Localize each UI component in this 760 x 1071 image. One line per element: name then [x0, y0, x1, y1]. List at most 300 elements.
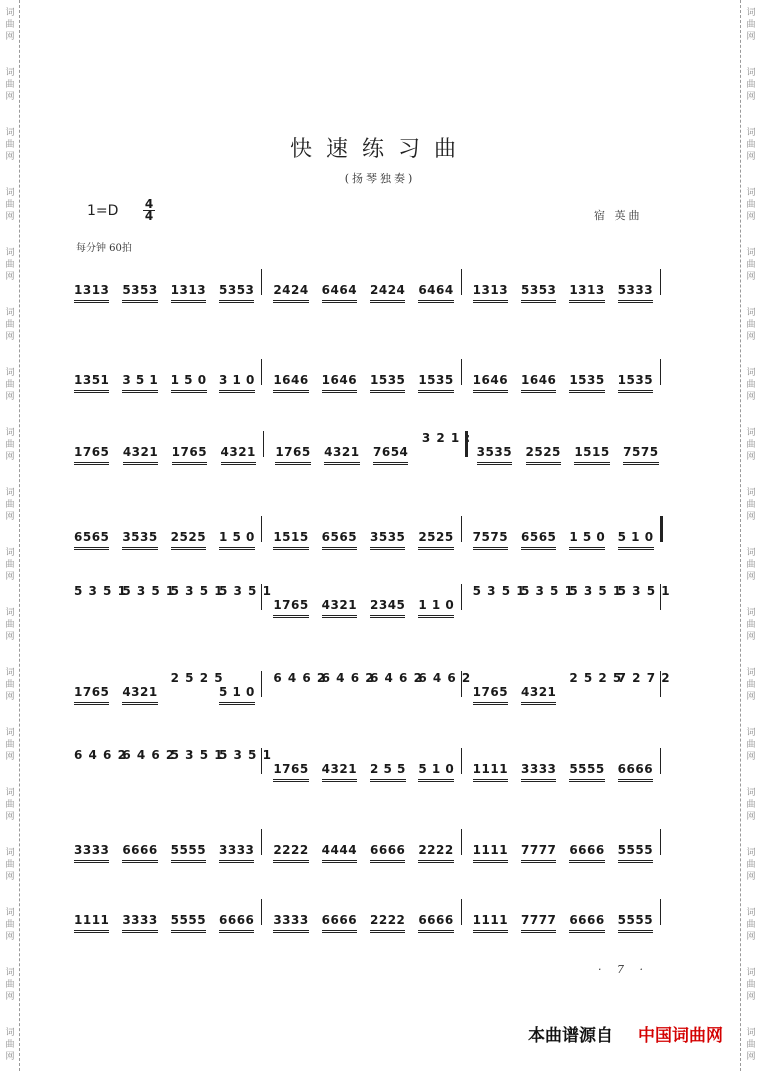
- note-digits: 3 5 1: [122, 373, 159, 387]
- dyad-notes: 6 4 6 2: [273, 671, 326, 685]
- note-digits: 1 1 0: [418, 598, 455, 612]
- note-group: [618, 913, 653, 933]
- note-digits: 5333: [617, 283, 654, 297]
- left-watermark-char: 词: [5, 608, 15, 618]
- note-group: [221, 445, 256, 465]
- right-watermark-char: 词: [746, 488, 756, 498]
- note-digits: 4321: [122, 685, 158, 699]
- note-digits: 1535: [370, 373, 406, 387]
- dyad-notes: 5 3 5 1: [74, 584, 126, 598]
- note-digits: 7777: [521, 913, 557, 927]
- left-watermark-char: 网: [5, 332, 15, 342]
- note-digits: 5 1 0: [418, 762, 455, 776]
- right-watermark-char: 网: [746, 872, 756, 882]
- left-watermark-char: 曲: [5, 800, 15, 810]
- left-watermark-char: 网: [5, 152, 15, 162]
- note-digits: 5555: [170, 913, 207, 927]
- left-watermark-char: 词: [5, 668, 15, 678]
- note-digits: 6666: [418, 913, 454, 927]
- dyad-notes: 5 3 5 1: [170, 584, 223, 598]
- note-group: [273, 283, 308, 303]
- left-watermark-char: 网: [5, 1052, 15, 1062]
- note-digits: 2 5 5: [370, 762, 406, 776]
- note-group: [370, 373, 405, 393]
- note-group: [273, 373, 308, 393]
- note-group: [370, 283, 405, 303]
- bar-line: [465, 431, 468, 457]
- note-digits: 5 1 0: [617, 530, 654, 544]
- dyad-notes: 2 5 2 5: [170, 671, 223, 685]
- note-digits: 6666: [569, 843, 605, 857]
- note-digits: 6666: [617, 762, 654, 776]
- note-group: [521, 530, 556, 550]
- bar-line: [261, 584, 262, 610]
- right-watermark-char: 曲: [746, 680, 756, 690]
- note-group: [623, 445, 658, 465]
- note-digits: 2525: [418, 530, 454, 544]
- note-group: [418, 530, 453, 550]
- note-group: [74, 913, 109, 933]
- note-group: [273, 913, 308, 933]
- bar-line: [461, 829, 462, 855]
- right-watermark-char: 词: [746, 188, 756, 198]
- left-watermark-char: 曲: [5, 80, 15, 90]
- note-digits: 2222: [370, 913, 406, 927]
- dyad-notes: 6 4 6 2: [122, 748, 175, 762]
- note-digits: 1111: [472, 762, 509, 776]
- left-watermark-char: 网: [5, 212, 15, 222]
- note-group: [219, 283, 254, 303]
- note-group: [322, 762, 357, 782]
- bar-line: [261, 899, 262, 925]
- note-group: [171, 373, 207, 393]
- right-watermark-char: 网: [746, 512, 756, 522]
- right-watermark-char: 曲: [746, 20, 756, 30]
- left-watermark-char: 曲: [5, 440, 15, 450]
- right-watermark-char: 网: [746, 1052, 756, 1062]
- left-watermark-char: 曲: [5, 200, 15, 210]
- note-group: [473, 913, 508, 933]
- note-digits: 7575: [472, 530, 509, 544]
- bar-line: [660, 899, 661, 925]
- right-watermark-char: 词: [746, 68, 756, 78]
- left-watermark-char: 词: [5, 788, 15, 798]
- right-watermark-char: 词: [746, 668, 756, 678]
- note-group: [322, 283, 357, 303]
- note-digits: 3333: [219, 843, 255, 857]
- right-watermark-char: 网: [746, 572, 756, 582]
- left-watermark-char: 词: [5, 428, 15, 438]
- note-digits: 3333: [521, 762, 557, 776]
- right-watermark-char: 词: [746, 788, 756, 798]
- left-watermark-char: 曲: [5, 20, 15, 30]
- bar-line: [461, 584, 462, 610]
- note-group: [477, 445, 512, 465]
- note-digits: 1111: [472, 913, 509, 927]
- note-digits: 1646: [321, 373, 358, 387]
- left-watermark-char: 词: [5, 188, 15, 198]
- note-digits: 5555: [617, 843, 654, 857]
- note-digits: 1535: [617, 373, 654, 387]
- right-watermark-char: 网: [746, 932, 756, 942]
- right-watermark-char: 网: [746, 812, 756, 822]
- bar-line: [660, 584, 661, 610]
- time-signature: [142, 199, 156, 222]
- dyad-notes: 5 3 5 1: [569, 584, 622, 598]
- left-watermark-char: 网: [5, 632, 15, 642]
- note-group: [418, 913, 453, 933]
- right-watermark-char: 曲: [746, 1040, 756, 1050]
- note-digits: 4321: [324, 445, 360, 459]
- dyad-notes: 5 3 5 1: [170, 748, 223, 762]
- note-group: [122, 685, 157, 705]
- left-watermark-char: 网: [5, 752, 15, 762]
- note-group: [473, 283, 508, 303]
- left-watermark-char: 词: [5, 968, 15, 978]
- bar-line: [461, 671, 462, 697]
- note-digits: 1111: [472, 843, 509, 857]
- note-group: [322, 913, 357, 933]
- score-row: [0, 373, 760, 433]
- note-group: [473, 373, 508, 393]
- right-watermark-char: 曲: [746, 200, 756, 210]
- note-group: [171, 530, 206, 550]
- note-group: [569, 530, 605, 550]
- left-watermark-char: 词: [5, 728, 15, 738]
- note-group: [618, 530, 654, 550]
- note-group: [370, 843, 405, 863]
- left-watermark-char: 词: [5, 8, 15, 18]
- left-watermark-char: 网: [5, 452, 15, 462]
- bar-line: [461, 516, 462, 542]
- dyad-notes: 5 3 5 1: [472, 584, 525, 598]
- note-digits: 2222: [418, 843, 454, 857]
- bar-line: [461, 269, 462, 295]
- note-group: [370, 913, 405, 933]
- right-watermark-char: 词: [746, 728, 756, 738]
- note-group: [74, 445, 109, 465]
- note-group: [473, 762, 508, 782]
- composer-credit: 宿 英曲: [594, 209, 643, 222]
- dyad-notes: 2 5 2 5: [569, 671, 622, 685]
- left-watermark-char: 曲: [5, 740, 15, 750]
- note-group: [74, 373, 109, 393]
- right-watermark-char: 词: [746, 908, 756, 918]
- right-watermark-char: 网: [746, 212, 756, 222]
- score-row: [0, 843, 760, 903]
- right-watermark-char: 词: [746, 248, 756, 258]
- note-digits: 4321: [521, 685, 557, 699]
- note-group: [618, 762, 653, 782]
- note-group: [370, 598, 405, 618]
- bar-line: [660, 359, 661, 385]
- bar-line: [660, 269, 661, 295]
- right-watermark-char: 词: [746, 548, 756, 558]
- note-digits: 5 1 0: [219, 685, 255, 699]
- left-watermark-char: 曲: [5, 500, 15, 510]
- note-digits: 5353: [122, 283, 158, 297]
- score-row: [0, 283, 760, 343]
- note-group: [322, 843, 357, 863]
- note-group: [370, 530, 405, 550]
- note-group: [122, 913, 157, 933]
- right-watermark-char: 词: [746, 8, 756, 18]
- bar-line: [660, 829, 661, 855]
- note-group: [418, 283, 453, 303]
- left-watermark-char: 词: [5, 848, 15, 858]
- right-watermark-char: 曲: [746, 80, 756, 90]
- note-digits: 3535: [370, 530, 406, 544]
- score-row: [0, 671, 760, 745]
- note-digits: 6666: [219, 913, 255, 927]
- note-digits: 5555: [170, 843, 207, 857]
- left-watermark-char: 曲: [5, 260, 15, 270]
- note-digits: 1313: [170, 283, 207, 297]
- score-row: [0, 530, 760, 590]
- bar-line: [461, 899, 462, 925]
- bar-line: [261, 516, 262, 542]
- right-watermark-char: 词: [746, 368, 756, 378]
- note-group: [275, 445, 310, 465]
- right-watermark-char: 网: [746, 392, 756, 402]
- bar-line: [461, 748, 462, 774]
- note-digits: 4321: [321, 762, 358, 776]
- tempo-marking: 每分钟 60拍: [76, 243, 132, 254]
- note-group: [74, 685, 109, 705]
- left-watermark-char: 网: [5, 812, 15, 822]
- note-group: [618, 283, 653, 303]
- note-digits: 1646: [273, 373, 309, 387]
- dyad-notes: 7 2 7 2: [617, 671, 670, 685]
- note-digits: 1313: [472, 283, 509, 297]
- note-group: [171, 843, 206, 863]
- note-digits: 7575: [623, 445, 659, 459]
- footer-site-name: 中国词曲网: [638, 1026, 723, 1046]
- note-digits: 4321: [321, 598, 358, 612]
- note-group: [322, 530, 357, 550]
- score-subtitle: (扬琴独奏): [344, 172, 416, 185]
- note-group: [521, 762, 556, 782]
- note-digits: 6464: [418, 283, 454, 297]
- right-watermark-char: 网: [746, 632, 756, 642]
- bar-line: [461, 359, 462, 385]
- note-group: [171, 913, 206, 933]
- right-watermark-char: 网: [746, 692, 756, 702]
- right-watermark-char: 曲: [746, 140, 756, 150]
- note-group: [322, 373, 357, 393]
- note-digits: 7777: [521, 843, 557, 857]
- note-digits: 6565: [74, 530, 110, 544]
- left-watermark-char: 曲: [5, 560, 15, 570]
- right-watermark-char: 网: [746, 332, 756, 342]
- note-digits: 6666: [122, 843, 158, 857]
- left-watermark-char: 网: [5, 392, 15, 402]
- bar-line: [261, 829, 262, 855]
- bar-line: [261, 359, 262, 385]
- note-digits: 1765: [273, 762, 309, 776]
- note-digits: 1515: [273, 530, 309, 544]
- left-watermark-char: 网: [5, 932, 15, 942]
- note-digits: 2424: [370, 283, 406, 297]
- note-group: [219, 685, 255, 705]
- note-digits: 1313: [569, 283, 605, 297]
- note-group: [521, 373, 556, 393]
- note-digits: 1765: [74, 445, 110, 459]
- right-watermark-char: 网: [746, 452, 756, 462]
- note-group: [618, 373, 653, 393]
- note-digits: 3333: [74, 843, 110, 857]
- note-digits: 4321: [220, 445, 256, 459]
- note-digits: 3535: [122, 530, 158, 544]
- note-digits: 5353: [219, 283, 255, 297]
- page-number: · 7 ·: [598, 963, 649, 976]
- right-watermark-char: 词: [746, 968, 756, 978]
- note-group: [569, 762, 604, 782]
- footer-source-text: 本曲谱源自: [528, 1026, 613, 1046]
- left-watermark-char: 曲: [5, 980, 15, 990]
- left-watermark-char: 网: [5, 992, 15, 1002]
- note-digits: 6464: [321, 283, 358, 297]
- note-digits: 1535: [569, 373, 605, 387]
- left-watermark-char: 词: [5, 368, 15, 378]
- note-digits: 1765: [273, 598, 309, 612]
- left-watermark-char: 词: [5, 908, 15, 918]
- left-watermark-char: 曲: [5, 860, 15, 870]
- right-watermark-char: 曲: [746, 560, 756, 570]
- right-watermark-char: 曲: [746, 980, 756, 990]
- left-watermark-char: 网: [5, 32, 15, 42]
- left-watermark-char: 词: [5, 248, 15, 258]
- note-group: [219, 843, 254, 863]
- dyad-notes: 5 3 5 1: [617, 584, 670, 598]
- right-watermark-char: 曲: [746, 500, 756, 510]
- note-digits: 3 1 0: [219, 373, 255, 387]
- note-digits: 5555: [617, 913, 654, 927]
- note-digits: 1765: [74, 685, 110, 699]
- note-digits: 3333: [122, 913, 158, 927]
- dyad-notes: 5 3 5 1: [521, 584, 573, 598]
- note-group: [418, 762, 454, 782]
- note-digits: 1111: [74, 913, 110, 927]
- left-watermark-char: 曲: [5, 1040, 15, 1050]
- left-watermark-char: 曲: [5, 920, 15, 930]
- left-watermark-char: 词: [5, 548, 15, 558]
- note-group: [122, 843, 157, 863]
- note-group: [122, 530, 157, 550]
- note-group: [418, 373, 453, 393]
- note-digits: 4321: [122, 445, 159, 459]
- note-group: [171, 283, 206, 303]
- note-group: [74, 843, 109, 863]
- note-group: [373, 445, 408, 465]
- note-group: [521, 913, 556, 933]
- right-watermark-char: 曲: [746, 260, 756, 270]
- right-watermark-char: 曲: [746, 320, 756, 330]
- note-digits: 1765: [275, 445, 311, 459]
- note-group: [123, 445, 158, 465]
- left-watermark-char: 曲: [5, 620, 15, 630]
- note-group: [324, 445, 359, 465]
- dyad-notes: 5 3 5 1: [122, 584, 175, 598]
- right-watermark-char: 曲: [746, 920, 756, 930]
- right-watermark-char: 曲: [746, 620, 756, 630]
- right-watermark-char: 曲: [746, 380, 756, 390]
- note-digits: 1535: [418, 373, 454, 387]
- dyad-notes: 5 3 5 1: [219, 748, 271, 762]
- note-group: [618, 843, 653, 863]
- left-watermark-char: 曲: [5, 140, 15, 150]
- note-group: [74, 283, 109, 303]
- left-watermark-char: 网: [5, 92, 15, 102]
- right-watermark-char: 词: [746, 428, 756, 438]
- note-digits: 1351: [74, 373, 110, 387]
- left-watermark-char: 词: [5, 128, 15, 138]
- note-digits: 2222: [273, 843, 309, 857]
- note-digits: 1 5 0: [170, 373, 207, 387]
- note-digits: 6666: [370, 843, 406, 857]
- note-digits: 1765: [171, 445, 208, 459]
- note-group: [569, 913, 604, 933]
- left-watermark-char: 网: [5, 692, 15, 702]
- dyad-notes: 3 2 1 :: [421, 431, 471, 445]
- right-watermark-char: 曲: [746, 440, 756, 450]
- note-group: [122, 283, 157, 303]
- note-group: [526, 445, 561, 465]
- note-digits: 2345: [370, 598, 406, 612]
- note-digits: 2424: [273, 283, 309, 297]
- note-digits: 6565: [321, 530, 358, 544]
- note-digits: 2525: [525, 445, 561, 459]
- note-group: [273, 762, 308, 782]
- dyad-notes: 6 4 6 2: [74, 748, 126, 762]
- bar-line: [660, 516, 663, 542]
- right-watermark-char: 词: [746, 128, 756, 138]
- note-group: [74, 530, 109, 550]
- bar-line: [261, 671, 262, 697]
- right-watermark-char: 网: [746, 92, 756, 102]
- note-group: [219, 373, 255, 393]
- right-watermark-char: 网: [746, 272, 756, 282]
- score-row: [0, 584, 760, 658]
- score-row: [0, 748, 760, 822]
- bar-line: [261, 748, 262, 774]
- note-group: [122, 373, 158, 393]
- note-group: [521, 843, 556, 863]
- note-group: [473, 530, 508, 550]
- left-watermark-char: 网: [5, 512, 15, 522]
- note-digits: 1646: [472, 373, 509, 387]
- note-group: [219, 530, 255, 550]
- note-group: [273, 530, 308, 550]
- note-group: [473, 843, 508, 863]
- note-digits: 4444: [321, 843, 358, 857]
- note-group: [473, 685, 508, 705]
- right-watermark-char: 网: [746, 32, 756, 42]
- note-digits: 1515: [574, 445, 610, 459]
- note-group: [521, 283, 556, 303]
- note-group: [569, 283, 604, 303]
- right-watermark-char: 曲: [746, 800, 756, 810]
- left-watermark-char: 网: [5, 572, 15, 582]
- note-digits: 1 5 0: [219, 530, 255, 544]
- right-watermark-char: 词: [746, 848, 756, 858]
- left-watermark-char: 曲: [5, 320, 15, 330]
- meter-top: 4: [144, 197, 154, 211]
- left-watermark-char: 词: [5, 488, 15, 498]
- key-signature: 1=D: [87, 203, 119, 219]
- note-group: [521, 685, 556, 705]
- note-digits: 1313: [74, 283, 110, 297]
